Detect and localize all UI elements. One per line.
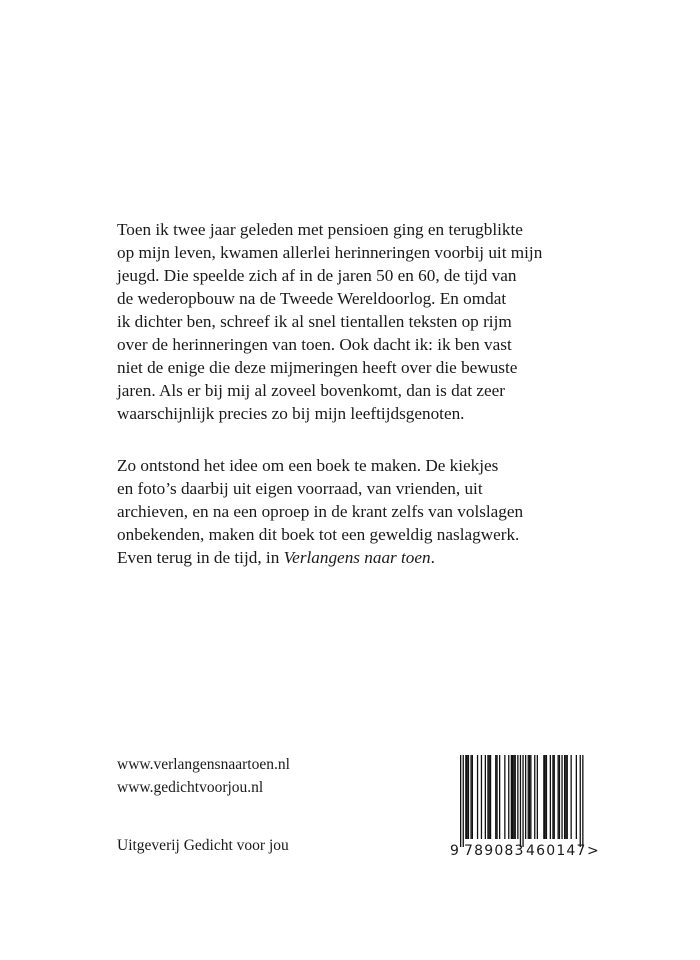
barcode-bar — [534, 755, 535, 839]
barcode-quiet-marker: > — [587, 843, 600, 859]
barcode-bar — [564, 755, 565, 839]
barcode-right-digits: 460147 — [526, 843, 587, 859]
barcode-bar — [525, 755, 526, 839]
barcode-bar — [496, 755, 497, 839]
barcode-bar — [460, 755, 461, 847]
barcode-bar — [520, 755, 521, 847]
barcode-bar — [552, 755, 553, 839]
barcode-bar — [499, 755, 500, 839]
text-line: jaren. Als er bij mij al zoveel bovenkomt, dan is dat zeer — [117, 381, 506, 400]
barcode-bar — [481, 755, 482, 839]
barcode-bar — [465, 755, 466, 839]
barcode-bar — [558, 755, 559, 839]
barcode-bar — [554, 755, 555, 839]
barcode-bar — [515, 755, 516, 839]
barcode-bar — [571, 755, 572, 839]
barcode-bar — [545, 755, 546, 839]
barcode-bar — [559, 755, 560, 839]
barcode-bar — [511, 755, 512, 839]
text-line: de wederopbouw na de Tweede Wereldoorlog. En omdat — [117, 289, 507, 308]
text-line: jeugd. Die speelde zich af in de jaren 50 en 60, de tijd van — [117, 266, 517, 285]
text-segment: Even terug in de tijd, in — [117, 548, 284, 567]
barcode-bar — [512, 755, 513, 839]
text-line — [117, 546, 523, 569]
barcode-bar — [513, 755, 514, 839]
description-paragraph-2 — [117, 454, 523, 569]
text-line: ik dichter ben, schreef ik al snel tientallen teksten op rijm — [117, 312, 512, 331]
barcode-bar — [543, 755, 544, 839]
barcode-first-digit: 9 — [450, 843, 461, 859]
barcode-bar — [472, 755, 473, 839]
barcode-bar — [528, 755, 529, 839]
isbn-barcode — [450, 755, 600, 860]
barcode-bar — [561, 755, 562, 839]
barcode-bar — [485, 755, 486, 839]
website-links — [117, 753, 290, 799]
barcode-bar — [530, 755, 531, 839]
barcode-bar — [522, 755, 523, 847]
barcode-bar — [565, 755, 566, 839]
barcode-bar — [495, 755, 496, 839]
barcode-bar — [582, 755, 583, 847]
text-line: en foto’s daarbij uit eigen voorraad, van vrienden, uit — [117, 479, 483, 498]
text-line: niet de enige die deze mijmeringen heeft over die bewuste — [117, 358, 518, 377]
text-line: Zo ontstond het idee om een boek te maken. De kiekjes — [117, 456, 499, 475]
description-paragraph-1 — [117, 218, 542, 425]
barcode-bar — [468, 755, 469, 839]
barcode-bars — [450, 755, 600, 847]
publisher-name: Uitgeverij Gedicht voor jou — [117, 837, 289, 854]
barcode-bar — [470, 755, 471, 839]
barcode-bar — [580, 755, 581, 847]
barcode-bar — [546, 755, 547, 839]
barcode-left-digits: 789083 — [464, 843, 525, 859]
barcode-bar — [567, 755, 568, 839]
text-line: waarschijnlijk precies zo bij mijn leeftijdsgenoten. — [117, 404, 465, 423]
barcode-bar — [489, 755, 490, 839]
text-segment: . — [430, 548, 435, 567]
barcode-bar — [576, 755, 577, 839]
barcode-bar — [467, 755, 468, 839]
barcode-bar — [508, 755, 509, 839]
barcode-bar — [537, 755, 538, 839]
barcode-bar — [487, 755, 488, 839]
website-link[interactable]: www.gedichtvoorjou.nl — [117, 779, 264, 796]
text-line: archieven, en na een oproep in de krant zelfs van volslagen — [117, 502, 524, 521]
barcode-bar — [463, 755, 464, 847]
barcode-bar — [504, 755, 505, 839]
barcode-bar — [490, 755, 491, 839]
barcode-bar — [529, 755, 530, 839]
book-title: Verlangens naar toen — [283, 548, 431, 567]
barcode-bar — [550, 755, 551, 839]
website-link[interactable]: www.verlangensnaartoen.nl — [117, 756, 290, 773]
text-line: op mijn leven, kwamen allerlei herinneringen voorbij uit mijn — [117, 243, 543, 262]
text-line: onbekenden, maken dit boek tot een geweldig naslagwerk. — [117, 525, 520, 544]
barcode-bar — [477, 755, 478, 839]
barcode-bar — [517, 755, 518, 839]
text-line: over de herinneringen van toen. Ook dacht ik: ik ben vast — [117, 335, 512, 354]
text-line: Toen ik twee jaar geleden met pensioen ging en terugblikte — [117, 220, 523, 239]
